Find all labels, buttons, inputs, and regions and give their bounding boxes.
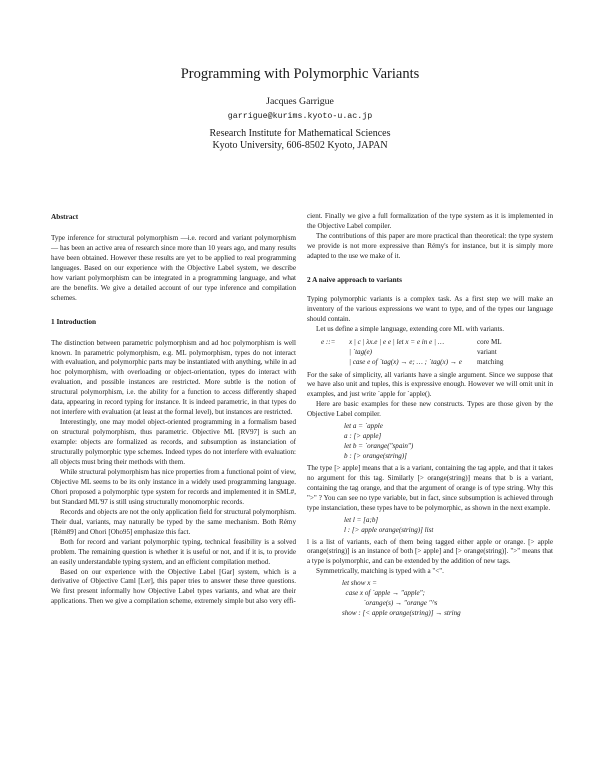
grammar-line: | case e of `tag(x) → e; … ; `tag(x) → e [349,357,462,366]
author-name: Jacques Garrigue [266,96,334,107]
abstract-heading: Abstract [51,212,79,221]
intro-paragraph: The distinction between parametric polymorphism and ad hoc polymorphism is well known. In parametric polymorphism, e.g. ML polymorphism, types do not interact with evaluation, and polymorphic parts may be instantiated with anything, while in ad hoc polymorphism, with overloading or object-orientation, types do interact with evaluation, and possible instances are restricted. More subtle is the notion of structural polymorphism, i.e. the ability for a function to access differently shaped data, appearing in record typing for instance. It is indeed parametric, in that types do not interfere with evaluation (at least at the formal level), but instances are restricted. [51,338,296,417]
left-column [51,212,296,607]
section2-paragraph: Typing polymorphic variants is a complex task. As a first step we will make an inventory of the various expressions we want to type, and of the types our language should contain. [307,294,553,323]
intro-paragraph: Both for record and variant polymorphic typing, technical feasibility is a solved problem. The remaining question is whether it is useful or not, and if it is, to provide an easily understandable typing system, and an efficient compilation method. [51,537,296,566]
section2-heading: 2 A naive approach to variants [307,274,402,284]
grammar-note: matching [477,357,504,366]
code-example: let l = [a;b] l : [> apple orange(string)] list [344,515,434,534]
author-institute: Research Institute for Mathematical Sciences [209,128,391,139]
section2-paragraph: The type [> apple] means that a is a variant, containing the tag apple, and that it takes no argument for this tag. Similarly [> orange(string)] means that b is a variant, containing the tag orange, and that the argument of orange is of type string. Why this ">" ? You can see no type variable, but in fact, since subsumption is achieved through type instanciation, these types have to be polymorphic, as shown in the next example. [307,463,553,512]
grammar-line: x | c | λx.e | e e | let x = e in e | … [349,337,445,346]
grammar-lhs: e ::= [321,337,336,346]
author-address: Kyoto University, 606-8502 Kyoto, JAPAN [212,140,388,151]
grammar-note: variant [477,347,497,356]
code-example: let a = `apple a : [> apple] let b = `orange("spain") b : [> orange(string)] [344,422,414,461]
section2-paragraph: l is a list of variants, each of them being tagged either apple or orange. [> apple orange(string)] is an instance of both [> apple] and [> orange(string)]. ">" means that a type is polymorphic, and can be extended by the addition of new tags. [307,537,553,566]
section2-paragraph: Here are basic examples for these new constructs. Types are those given by the Objective Label compiler. [307,400,553,419]
right-column [307,212,553,621]
section2-paragraph: Symmetrically, matching is typed with a "<". [316,567,444,576]
grammar-line: | `tag(e) [349,347,373,356]
grammar-definition [307,337,553,369]
grammar-note: core ML [477,337,502,346]
paper-title: Programming with Polymorphic Variants [180,66,420,82]
abstract-text: Type inference for structural polymorphism —i.e. record and variant polymorphism— has been an active area of research since more than 10 years ago, and many results have been obtained. However these results are yet to be applied to real programming languages. Based on our experience with the Objective Label system, we describe how variant polymorphism can be integrated in a programming language, and what are the benefits. We give a detailed account of our type inference and compilation schemes. [51,233,296,302]
intro-paragraph: Records and objects are not the only application field for structural polymorphism. Their dual, variants, may naturally be typed by the same mechanism. Both Rémy [Rém89] and Ohori [Oho95] emphasize this fact. [51,507,296,536]
intro-paragraph: While structural polymorphism has nice properties from a functional point of view, Objective ML seems to be its only instance in a widely used programming language. Ohori proposed a polymorphic type system for records and implemented it in SML#, but Standard ML'97 is still using structurally monomorphic records. [51,467,296,506]
code-example: let show x = case x of `apple → "apple"; `orange(s) → "orange "^s show : [< apple orange(string)] → string [342,579,461,618]
section2-paragraph: For the sake of simplicity, all variants have a single argument. Since we suppose that we have also unit and tuples, this is expressive enough. However we will omit unit in examples, and just write `apple for `apple(). [307,370,553,399]
continued-text: cient. Finally we give a full formalization of the type system as it is implemented in the Objective Label compiler. [307,212,553,230]
author-email: garrigue@kurims.kyoto-u.ac.jp [227,112,373,121]
contributions-text: The contributions of this paper are more practical than theoretical: the type system we provide is not more expressive than Rémy's for instance, but it is simply more adapted to the use we make of it. [307,231,553,260]
section2-paragraph: Let us define a simple language, extending core ML with variants. [316,324,505,333]
introduction-heading: 1 Introduction [51,316,97,326]
intro-paragraph: Interestingly, one may model object-oriented programming in a formalism based on structural polymorphism, thus parametric. Objective ML [RV97] is such an example: objects are formalized as records, and subsumption as instanciation of structurally polymorphic type schemes. Indeed types do not interfere with evaluation: all objects must bring their methods with them. [51,418,296,467]
intro-paragraph: Based on our experience with the Objective Label [Gar] system, which is a derivative of Objective Caml [Ler], this paper tries to answer these three questions. We first present informally how Objective Label types variants, and what are their applications. Then we give a compilation scheme, extremely simple but also very effi- [51,567,296,606]
